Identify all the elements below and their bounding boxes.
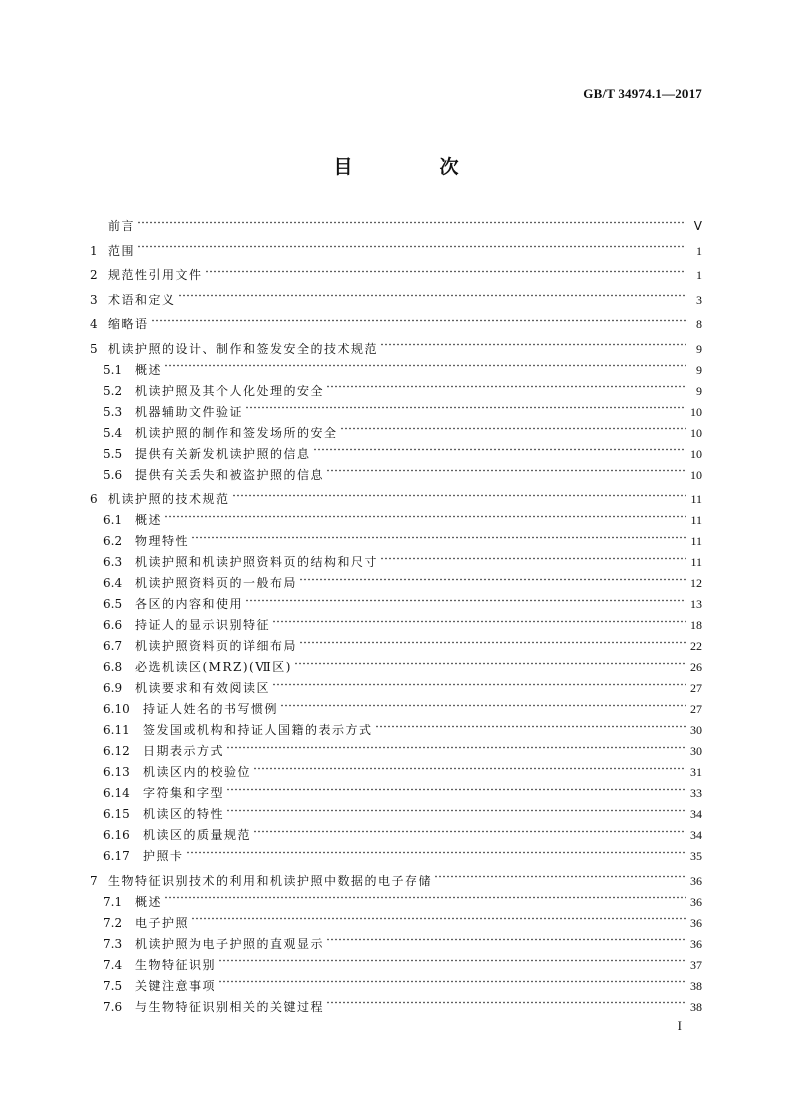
toc-entry-page: 27 bbox=[690, 702, 702, 716]
dot-leader bbox=[245, 594, 686, 606]
toc-subsection-entry[interactable] bbox=[90, 423, 702, 444]
table-of-contents bbox=[90, 216, 702, 1018]
toc-entry-number: 7.4 bbox=[103, 957, 123, 972]
toc-entry-title: 前言 bbox=[108, 219, 136, 233]
toc-entry-page: 33 bbox=[690, 786, 702, 800]
dot-leader bbox=[218, 976, 686, 988]
toc-entry-number: 6.7 bbox=[103, 639, 123, 653]
dot-leader bbox=[380, 339, 686, 351]
toc-subsection-entry[interactable] bbox=[90, 825, 702, 846]
dot-leader bbox=[340, 423, 686, 435]
toc-subsection-entry[interactable] bbox=[90, 402, 702, 423]
toc-entry-title: 持证人姓名的书写惯例 bbox=[143, 702, 279, 716]
toc-section-entry[interactable] bbox=[90, 265, 702, 286]
toc-entry-title: 术语和定义 bbox=[108, 292, 176, 307]
dot-leader bbox=[137, 241, 686, 253]
toc-entry-page: 10 bbox=[690, 404, 702, 419]
toc-entry-page: 8 bbox=[696, 317, 702, 331]
toc-entry-number: 6 bbox=[90, 492, 98, 506]
dot-leader bbox=[164, 892, 686, 904]
toc-entry-title: 规范性引用文件 bbox=[108, 268, 203, 282]
toc-entry-number: 6.11 bbox=[103, 723, 130, 737]
toc-entry-title: 生物特征识别 bbox=[135, 957, 217, 972]
toc-entry-title: 机读护照的制作和签发场所的安全 bbox=[135, 425, 338, 440]
toc-section-entry[interactable] bbox=[90, 489, 702, 510]
toc-subsection-entry[interactable] bbox=[90, 657, 702, 678]
toc-entry-number: 7.3 bbox=[103, 936, 123, 951]
toc-entry-page: 11 bbox=[690, 534, 702, 548]
toc-entry-title: 概述 bbox=[135, 362, 163, 377]
toc-subsection-entry[interactable] bbox=[90, 465, 702, 486]
toc-entry-title: 机读区内的校验位 bbox=[143, 765, 252, 779]
toc-entry-number: 6.17 bbox=[103, 849, 130, 863]
toc-entry-number: 7.6 bbox=[103, 999, 123, 1014]
standard-code: GB/T 34974.1—2017 bbox=[583, 86, 702, 101]
toc-entry-number: 5.1 bbox=[103, 362, 123, 377]
toc-entry-title: 签发国或机构和持证人国籍的表示方式 bbox=[143, 723, 373, 737]
toc-entry-page: 12 bbox=[690, 576, 702, 590]
dot-leader bbox=[326, 997, 686, 1009]
dot-leader bbox=[226, 804, 686, 816]
toc-entry-number: 5.2 bbox=[103, 383, 123, 398]
toc-entry-page: 38 bbox=[690, 978, 702, 993]
toc-entry-page: 10 bbox=[690, 425, 702, 440]
toc-entry-page: 36 bbox=[690, 936, 702, 951]
toc-entry-page: 30 bbox=[690, 744, 702, 758]
toc-entry-number: 3 bbox=[90, 292, 98, 307]
toc-entry-number: 6.4 bbox=[103, 576, 123, 590]
toc-subsection-entry[interactable] bbox=[90, 699, 702, 720]
toc-entry-title: 各区的内容和使用 bbox=[135, 597, 244, 611]
toc-entry-page: 1 bbox=[696, 243, 702, 258]
toc-subsection-entry[interactable] bbox=[90, 381, 702, 402]
toc-entry-page: 1 bbox=[696, 268, 702, 282]
toc-subsection-entry[interactable] bbox=[90, 594, 702, 615]
toc-entry-title: 字符集和字型 bbox=[143, 786, 225, 800]
dot-leader bbox=[151, 314, 686, 326]
toc-entry-page: Ⅴ bbox=[693, 219, 702, 233]
toc-entry-page: 27 bbox=[690, 681, 702, 695]
dot-leader bbox=[326, 381, 686, 393]
toc-entry-page: 9 bbox=[696, 362, 702, 377]
toc-entry-number: 6.3 bbox=[103, 555, 123, 569]
toc-subsection-entry[interactable] bbox=[90, 552, 702, 573]
toc-section-entry[interactable] bbox=[90, 871, 702, 892]
toc-entry-number: 7.2 bbox=[103, 915, 123, 930]
toc-entry-number: 1 bbox=[90, 243, 98, 258]
toc-entry-number: 7.5 bbox=[103, 978, 123, 993]
dot-leader bbox=[232, 489, 686, 501]
toc-subsection-entry[interactable] bbox=[90, 783, 702, 804]
toc-entry-title: 机读护照的设计、制作和签发安全的技术规范 bbox=[108, 341, 379, 356]
toc-entry-title: 关键注意事项 bbox=[135, 978, 217, 993]
toc-entry-number: 2 bbox=[90, 268, 98, 282]
dot-leader bbox=[191, 913, 686, 925]
toc-entry-page: 26 bbox=[690, 660, 702, 674]
toc-entry-title: 概述 bbox=[135, 513, 163, 527]
toc-entry-title: 日期表示方式 bbox=[143, 744, 225, 758]
dot-leader bbox=[226, 783, 686, 795]
toc-entry-title: 持证人的显示识别特征 bbox=[135, 618, 271, 632]
dot-leader bbox=[186, 846, 686, 858]
toc-entry-title: 机读护照及其个人化处理的安全 bbox=[135, 383, 325, 398]
toc-entry-title: 机读护照的技术规范 bbox=[108, 492, 230, 506]
toc-entry-number: 5.6 bbox=[103, 467, 123, 482]
page-title: 目 次 bbox=[333, 156, 493, 178]
toc-entry-title: 机读护照资料页的详细布局 bbox=[135, 639, 298, 653]
toc-section-entry[interactable] bbox=[90, 314, 702, 335]
toc-subsection-entry[interactable] bbox=[90, 955, 702, 976]
toc-entry-number: 5.4 bbox=[103, 425, 123, 440]
toc-entry-title: 必选机读区(MRZ)(Ⅶ区) bbox=[135, 660, 292, 674]
toc-entry-page: 9 bbox=[696, 341, 702, 356]
toc-section-entry[interactable] bbox=[90, 290, 702, 311]
dot-leader bbox=[299, 573, 686, 585]
toc-entry-number: 6.5 bbox=[103, 597, 123, 611]
toc-section-entry[interactable] bbox=[90, 241, 702, 262]
toc-entry-number: 5 bbox=[90, 341, 98, 356]
toc-entry-page: 34 bbox=[690, 828, 702, 842]
dot-leader bbox=[218, 955, 686, 967]
dot-leader bbox=[375, 720, 686, 732]
toc-entry-page: 37 bbox=[690, 957, 702, 972]
toc-subsection-entry[interactable] bbox=[90, 573, 702, 594]
toc-entry-title: 机读要求和有效阅读区 bbox=[135, 681, 271, 695]
toc-entry-page: 30 bbox=[690, 723, 702, 737]
dot-leader bbox=[164, 510, 686, 522]
toc-entry-number: 7 bbox=[90, 873, 98, 888]
toc-entry-number: 6.1 bbox=[103, 513, 123, 527]
toc-entry-title: 范围 bbox=[108, 243, 136, 258]
toc-entry-title: 与生物特征识别相关的关键过程 bbox=[135, 999, 325, 1014]
dot-leader bbox=[326, 465, 686, 477]
toc-section-entry[interactable] bbox=[90, 339, 702, 360]
dot-leader bbox=[299, 636, 686, 648]
toc-entry-title: 机读区的质量规范 bbox=[143, 828, 252, 842]
dot-leader bbox=[178, 290, 686, 302]
toc-entry-title: 提供有关丢失和被盗护照的信息 bbox=[135, 467, 325, 482]
toc-subsection-entry[interactable] bbox=[90, 678, 702, 699]
dot-leader bbox=[272, 615, 686, 627]
toc-entry-page: 36 bbox=[690, 894, 702, 909]
toc-entry-number: 6.6 bbox=[103, 618, 123, 632]
toc-entry-page: 3 bbox=[696, 292, 702, 307]
toc-entry-number: 6.15 bbox=[103, 807, 130, 821]
page-number: I bbox=[677, 1018, 682, 1033]
toc-entry-title: 物理特性 bbox=[135, 534, 190, 548]
dot-leader bbox=[272, 678, 686, 690]
toc-entry-title: 护照卡 bbox=[143, 849, 184, 863]
toc-entry-title: 机读护照为电子护照的直观显示 bbox=[135, 936, 325, 951]
dot-leader bbox=[253, 825, 686, 837]
toc-entry-number: 6.2 bbox=[103, 534, 123, 548]
toc-entry-title: 机读护照和机读护照资料页的结构和尺寸 bbox=[135, 555, 379, 569]
toc-entry-number: 6.16 bbox=[103, 828, 130, 842]
dot-leader bbox=[137, 216, 686, 228]
toc-entry-title: 概述 bbox=[135, 894, 163, 909]
dot-leader bbox=[191, 531, 686, 543]
dot-leader bbox=[164, 360, 686, 372]
toc-entry-number: 6.8 bbox=[103, 660, 123, 674]
dot-leader bbox=[280, 699, 686, 711]
toc-entry-title: 机读护照资料页的一般布局 bbox=[135, 576, 298, 590]
toc-entry-number: 6.12 bbox=[103, 744, 130, 758]
toc-entry-number: 5.3 bbox=[103, 404, 123, 419]
dot-leader bbox=[294, 657, 686, 669]
toc-entry-page: 31 bbox=[690, 765, 702, 779]
toc-entry-page: 22 bbox=[690, 639, 702, 653]
dot-leader bbox=[205, 265, 686, 277]
toc-entry-title: 生物特征识别技术的利用和机读护照中数据的电子存储 bbox=[108, 873, 433, 888]
toc-entry-page: 36 bbox=[690, 873, 702, 888]
toc-subsection-entry[interactable] bbox=[90, 846, 702, 867]
toc-subsection-entry[interactable] bbox=[90, 636, 702, 657]
toc-entry-number: 6.9 bbox=[103, 681, 123, 695]
toc-entry-page: 18 bbox=[690, 618, 702, 632]
toc-entry-number: 6.14 bbox=[103, 786, 130, 800]
dot-leader bbox=[313, 444, 686, 456]
toc-entry-number: 6.10 bbox=[103, 702, 130, 716]
toc-entry-page: 34 bbox=[690, 807, 702, 821]
toc-entry-page: 38 bbox=[690, 999, 702, 1014]
toc-section-entry[interactable] bbox=[90, 216, 702, 237]
toc-entry-page: 9 bbox=[696, 383, 702, 398]
toc-subsection-entry[interactable] bbox=[90, 510, 702, 531]
toc-entry-number: 4 bbox=[90, 317, 98, 331]
dot-leader bbox=[326, 934, 686, 946]
dot-leader bbox=[253, 762, 686, 774]
dot-leader bbox=[245, 402, 686, 414]
toc-entry-title: 缩略语 bbox=[108, 317, 149, 331]
toc-subsection-entry[interactable] bbox=[90, 741, 702, 762]
toc-subsection-entry[interactable] bbox=[90, 444, 702, 465]
toc-entry-number: 5.5 bbox=[103, 446, 123, 461]
dot-leader bbox=[226, 741, 686, 753]
toc-subsection-entry[interactable] bbox=[90, 976, 702, 997]
dot-leader bbox=[434, 871, 686, 883]
toc-subsection-entry[interactable] bbox=[90, 360, 702, 381]
toc-entry-title: 电子护照 bbox=[135, 915, 190, 930]
toc-subsection-entry[interactable] bbox=[90, 997, 702, 1018]
toc-subsection-entry[interactable] bbox=[90, 762, 702, 783]
toc-subsection-entry[interactable] bbox=[90, 615, 702, 636]
toc-entry-number: 6.13 bbox=[103, 765, 130, 779]
dot-leader bbox=[380, 552, 686, 564]
toc-entry-page: 10 bbox=[690, 446, 702, 461]
toc-entry-title: 机器辅助文件验证 bbox=[135, 404, 244, 419]
toc-entry-number: 7.1 bbox=[103, 894, 123, 909]
toc-entry-page: 11 bbox=[690, 555, 702, 569]
toc-subsection-entry[interactable] bbox=[90, 892, 702, 913]
toc-entry-page: 13 bbox=[690, 597, 702, 611]
toc-subsection-entry[interactable] bbox=[90, 720, 702, 741]
toc-subsection-entry[interactable] bbox=[90, 913, 702, 934]
toc-entry-page: 11 bbox=[690, 492, 702, 506]
toc-subsection-entry[interactable] bbox=[90, 934, 702, 955]
toc-entry-page: 35 bbox=[690, 849, 702, 863]
toc-entry-page: 36 bbox=[690, 915, 702, 930]
toc-entry-title: 提供有关新发机读护照的信息 bbox=[135, 446, 311, 461]
toc-subsection-entry[interactable] bbox=[90, 531, 702, 552]
toc-entry-page: 11 bbox=[690, 513, 702, 527]
toc-entry-title: 机读区的特性 bbox=[143, 807, 225, 821]
toc-entry-page: 10 bbox=[690, 467, 702, 482]
toc-subsection-entry[interactable] bbox=[90, 804, 702, 825]
